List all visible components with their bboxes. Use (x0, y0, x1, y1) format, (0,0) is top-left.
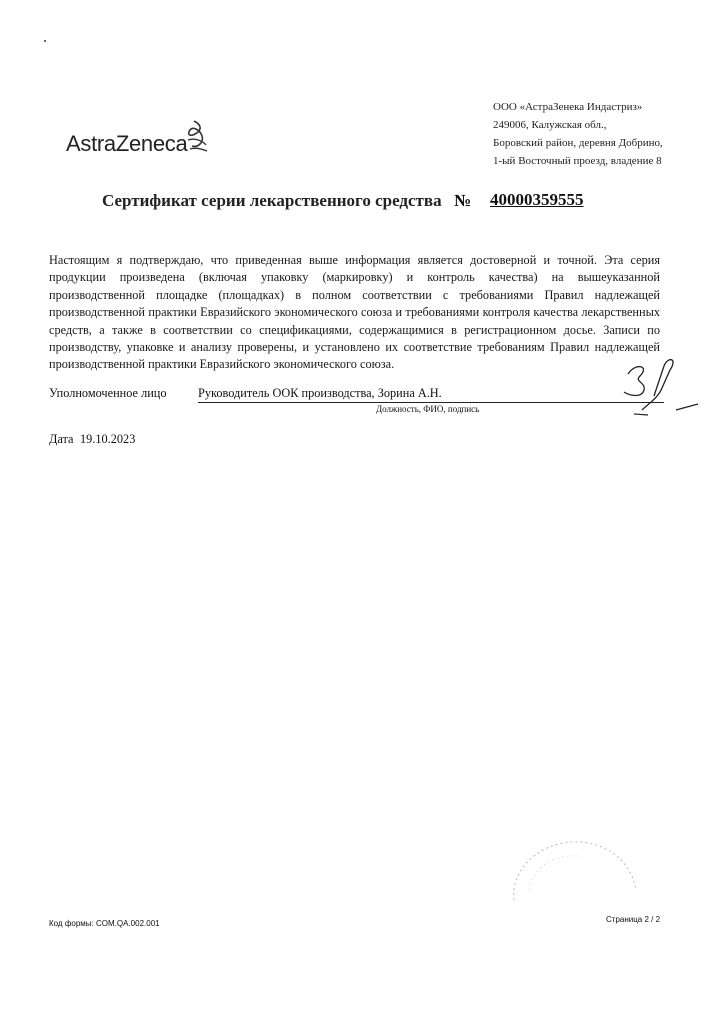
scan-speck (44, 40, 46, 42)
address-line: 1-ый Восточный проезд, владение 8 (493, 155, 662, 167)
address-line: ООО «АстраЗенека Индастриз» (493, 101, 643, 113)
number-sign: № (454, 191, 472, 210)
authorized-person-label: Уполномоченное лицо (49, 386, 167, 400)
signature-caption: Должность, ФИО, подпись (376, 404, 480, 414)
page-number: Страница 2 / 2 (606, 915, 661, 924)
address-line: 249006, Калужская обл., (493, 119, 607, 131)
address-line: Боровский район, деревня Добрино, (493, 137, 663, 149)
date-value: 19.10.2023 (80, 432, 136, 446)
form-code: Код формы: COM.QA.002.001 (49, 919, 160, 928)
company-logo-text: AstraZeneca (66, 131, 188, 156)
certificate-number: 40000359555 (490, 190, 584, 209)
certificate-title: Сертификат серии лекарственного средства (102, 191, 442, 210)
date-label: Дата (49, 432, 74, 446)
handwritten-signature (618, 352, 703, 427)
signature-line (198, 402, 664, 403)
authorized-person-value: Руководитель ООК производства, Зорина А.Н. (198, 386, 442, 400)
astrazeneca-logo-icon (180, 118, 210, 159)
confirmation-paragraph: Настоящим я подтверждаю, что приведенная выше информация является достоверной и точной. Эта серия продукции произведена (включая упаковку (маркировку) и контроль качества) на вышеуказанной производственной площадке (площадках) в полном соответствии с требованиями Правил надлежащей производственной практики Евразийского экономического союза и требованиями контроля качества лекарственных средств, а также в соответствии со спецификациями, содержащимися в регистрационном досье. Записи по производству, упаковке и анализу проверены, и установлено их соответствие требованиям Правил надлежащей производственной практики Евразийского экономического союза. (49, 253, 660, 372)
company-address (493, 98, 663, 170)
